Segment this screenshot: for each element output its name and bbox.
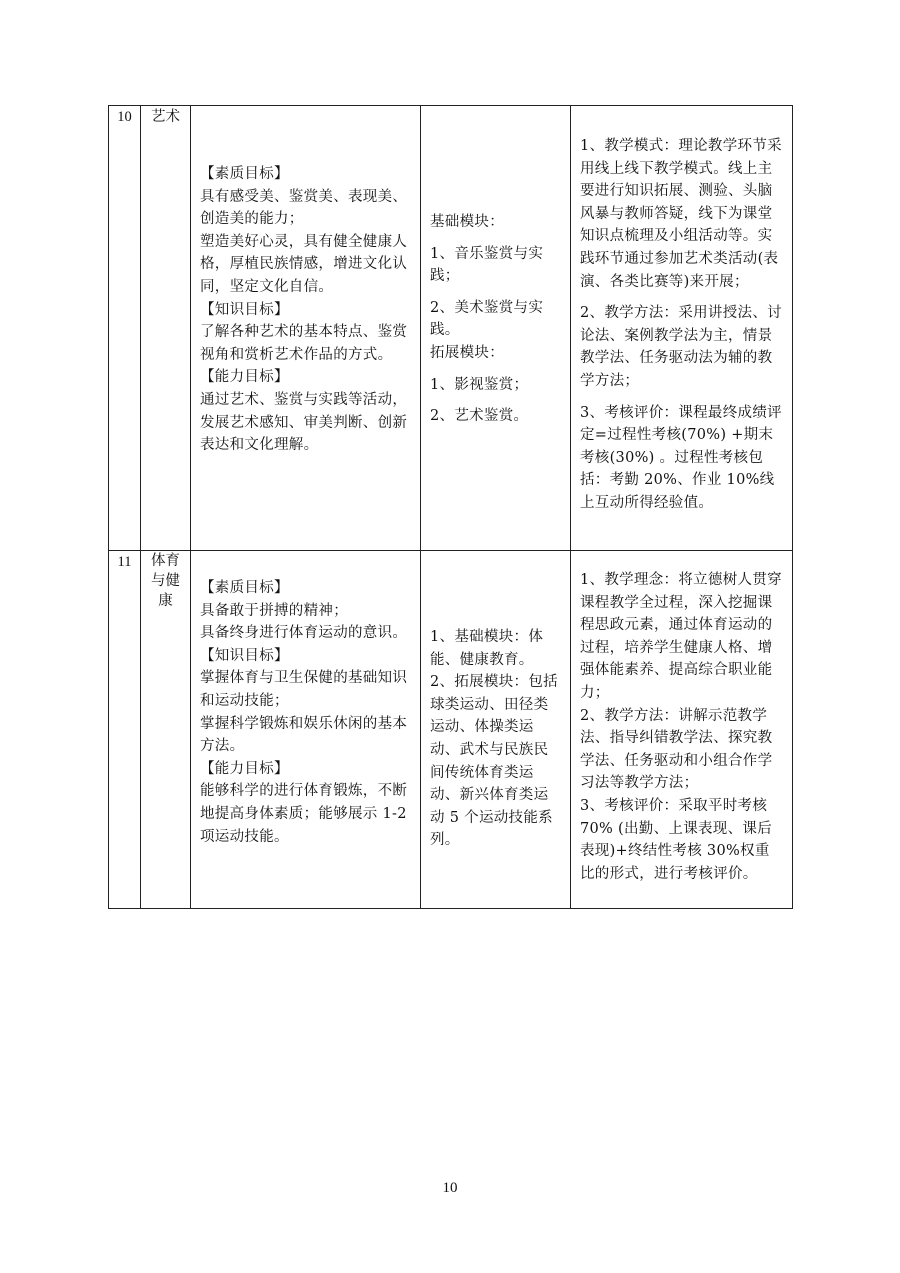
modules-text: [421, 106, 570, 428]
page-number: 10: [442, 1180, 458, 1196]
module-item: 1、基础模块：体能、健康教育。: [430, 629, 544, 668]
curriculum-table: [108, 105, 793, 909]
module-heading: 基础模块：: [430, 214, 504, 230]
methods-cell: [571, 551, 793, 909]
objectives-cell: [191, 106, 421, 551]
objective-heading: 【能力目标】: [200, 369, 289, 386]
objective-heading: 【知识目标】: [200, 301, 289, 318]
objectives-cell: [191, 551, 421, 909]
method-item: 1、教学理念：将立德树人贯穿课程教学全过程，深入挖掘课程思政元素，通过体育运动的过程，培养学生健康人格、增强体能素养、提高综合职业能力；: [580, 572, 782, 701]
course-name: 体育与健康: [151, 553, 180, 609]
objective-line: 具备终身进行体育运动的意识。: [200, 625, 408, 642]
objective-heading: 【知识目标】: [200, 647, 289, 664]
method-item: 3、考核评价：课程最终成绩评定=过程性考核(70%) +期末考核(30%) 。过程性考核包括：考勤 20%、作业 10%线上互动所得经验值。: [580, 404, 782, 511]
objectives-text: [191, 551, 420, 848]
course-name-cell: [141, 551, 191, 909]
module-item: 2、美术鉴赏与实践。: [430, 299, 544, 339]
method-item: 1、教学模式：理论教学环节采用线上线下教学模式。线上主要进行知识拓展、测验、头脑风暴与教师答疑，线下为课堂知识点梳理及小组活动等。实践环节通过参加艺术类活动(表演、各类比赛等)来开展；: [580, 138, 782, 290]
objective-line: 具备敢于拼搏的精神；: [200, 602, 348, 619]
objective-line: 能够科学的进行体育锻炼，不断地提高身体素质；能够展示 1-2 项运动技能。: [200, 783, 408, 845]
table-row: [109, 551, 793, 909]
objective-heading: 【素质目标】: [200, 166, 289, 182]
objective-line: 通过艺术、鉴赏与实践等活动，发展艺术感知、审美判断、创新表达和文化理解。: [200, 391, 408, 454]
modules-cell: [421, 106, 571, 551]
course-number: 10: [109, 106, 141, 551]
table-row: [109, 106, 793, 551]
objective-line: 掌握体育与卫生保健的基础知识和运动技能；: [200, 670, 408, 709]
methods-text: [571, 106, 792, 515]
module-item: 2、艺术鉴赏。: [430, 408, 529, 425]
methods-text: [571, 551, 792, 885]
objective-line: 塑造美好心灵，具有健全健康人格，厚植民族情感，增进文化认同，坚定文化自信。: [200, 233, 408, 295]
objective-line: 具有感受美、鉴赏美、表现美、创造美的能力；: [200, 188, 408, 228]
methods-cell: [571, 106, 793, 551]
method-item: 2、教学方法：采用讲授法、讨论法、案例教学法为主，情景教学法、任务驱动法为辅的教学方法；: [580, 305, 782, 389]
module-item: 1、音乐鉴赏与实践；: [430, 245, 544, 285]
module-item: 1、影视鉴赏；: [430, 376, 529, 393]
modules-cell: [421, 551, 571, 909]
course-name: 艺术: [151, 109, 180, 125]
objective-heading: 【素质目标】: [200, 580, 289, 596]
objective-line: 了解各种艺术的基本特点、鉴赏视角和赏析艺术作品的方式。: [200, 324, 408, 363]
objective-line: 掌握科学锻炼和娱乐休闲的基本方法。: [200, 715, 408, 755]
course-name-cell: [141, 106, 191, 551]
method-item: 2、教学方法：讲解示范教学法、指导纠错教学法、探究教学法、任务驱动和小组合作学习法等教学方法；: [580, 707, 773, 792]
objectives-text: [191, 106, 420, 457]
objective-heading: 【能力目标】: [200, 760, 289, 777]
modules-text: [421, 551, 570, 852]
module-heading: 拓展模块：: [430, 344, 504, 361]
course-number: 11: [109, 551, 141, 909]
method-item: 3、考核评价：采取平时考核 70% (出勤、上课表现、课后表现)+终结性考核 30%权重比的形式，进行考核评价。: [580, 797, 772, 882]
module-item: 2、拓展模块：包括球类运动、田径类运动、体操类运动、武术与民族民间传统体育类运动、新兴体育类运动 5 个运动技能系列。: [430, 674, 558, 849]
